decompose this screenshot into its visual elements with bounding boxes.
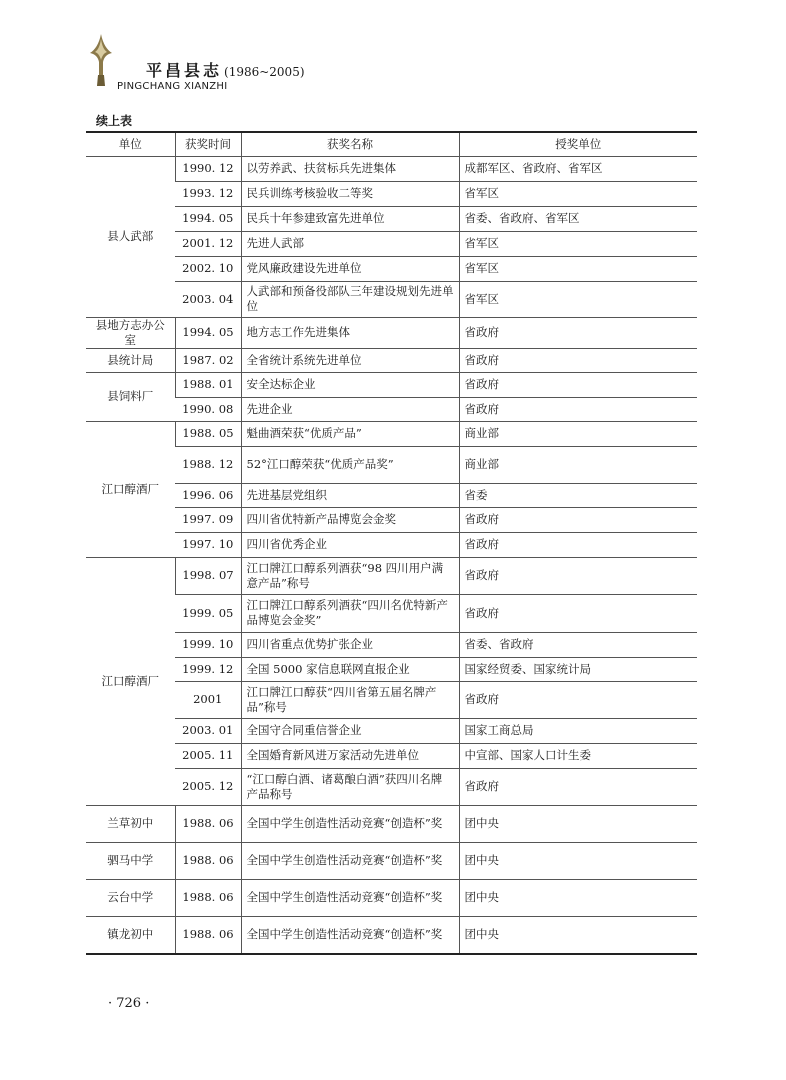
award-org-cell: 省委、省政府、省军区 <box>459 206 697 231</box>
award-name-cell: 四川省优秀企业 <box>241 532 459 557</box>
award-org-cell: 国家工商总局 <box>459 718 697 743</box>
table-row <box>86 507 697 532</box>
award-org-cell: 省军区 <box>459 181 697 206</box>
table-row <box>86 557 697 594</box>
award-name-cell: 全国守合同重信誉企业 <box>241 718 459 743</box>
award-date-cell: 1988. 06 <box>175 916 241 954</box>
award-unit-cell: 县统计局 <box>86 348 175 372</box>
award-date-cell: 1988. 06 <box>175 879 241 916</box>
table-row <box>86 397 697 421</box>
award-org-cell: 团中央 <box>459 916 697 954</box>
award-org-cell: 成都军区、省政府、省军区 <box>459 156 697 181</box>
award-org-cell: 省政府 <box>459 681 697 718</box>
table-row <box>86 317 697 348</box>
award-name-cell: 全国中学生创造性活动竞赛“创造杯”奖 <box>241 842 459 879</box>
award-name-cell: 先进基层党组织 <box>241 483 459 507</box>
award-date-cell: 1997. 09 <box>175 507 241 532</box>
awards-table <box>86 131 697 955</box>
award-date-cell: 1987. 02 <box>175 348 241 372</box>
table-row <box>86 231 697 256</box>
award-org-cell: 省政府 <box>459 372 697 397</box>
award-date-cell: 2002. 10 <box>175 256 241 281</box>
award-org-cell: 团中央 <box>459 879 697 916</box>
award-org-cell: 省政府 <box>459 768 697 805</box>
table-row <box>86 594 697 632</box>
table-row <box>86 421 697 446</box>
award-date-cell: 2003. 01 <box>175 718 241 743</box>
award-org-cell: 中宣部、国家人口计生委 <box>459 743 697 768</box>
book-title-pinyin: PINGCHANG XIANZHI <box>117 81 228 92</box>
table-row <box>86 743 697 768</box>
column-header-unit: 单位 <box>86 132 175 156</box>
award-org-cell: 省委、省政府 <box>459 632 697 657</box>
table-row <box>86 256 697 281</box>
award-name-cell: “江口醇白酒、诸葛酿白酒”获四川名牌产品称号 <box>241 768 459 805</box>
award-org-cell: 省政府 <box>459 532 697 557</box>
award-date-cell: 1988. 01 <box>175 372 241 397</box>
award-name-cell: 魁曲酒荣获“优质产品” <box>241 421 459 446</box>
award-date-cell: 1999. 12 <box>175 657 241 681</box>
table-row <box>86 657 697 681</box>
table-row <box>86 532 697 557</box>
column-header-award: 获奖名称 <box>241 132 459 156</box>
award-unit-cell: 镇龙初中 <box>86 916 175 954</box>
table-row <box>86 446 697 483</box>
award-name-cell: 全省统计系统先进单位 <box>241 348 459 372</box>
award-name-cell: 以劳养武、扶贫标兵先进集体 <box>241 156 459 181</box>
award-date-cell: 1988. 06 <box>175 842 241 879</box>
table-row <box>86 372 697 397</box>
column-header-date: 获奖时间 <box>175 132 241 156</box>
book-title-name: 平昌县志 <box>146 61 223 80</box>
table-row <box>86 181 697 206</box>
award-name-cell: 民兵十年参建致富先进单位 <box>241 206 459 231</box>
award-name-cell: 人武部和预备役部队三年建设规划先进单位 <box>241 281 459 317</box>
award-date-cell: 1988. 12 <box>175 446 241 483</box>
table-row <box>86 632 697 657</box>
award-name-cell: 全国中学生创造性活动竞赛“创造杯”奖 <box>241 916 459 954</box>
award-name-cell: 江口牌江口醇系列酒获“四川名优特新产品博览会金奖” <box>241 594 459 632</box>
table-row <box>86 916 697 954</box>
award-date-cell: 1996. 06 <box>175 483 241 507</box>
award-org-cell: 省军区 <box>459 281 697 317</box>
award-date-cell: 1993. 12 <box>175 181 241 206</box>
award-unit-cell: 江口醇酒厂 <box>86 557 175 805</box>
page-number: · 726 · <box>108 996 150 1011</box>
award-date-cell: 1999. 05 <box>175 594 241 632</box>
book-logo-icon <box>86 30 116 88</box>
award-name-cell: 全国中学生创造性活动竞赛“创造杯”奖 <box>241 805 459 842</box>
award-name-cell: 江口牌江口醇获“四川省第五届名牌产品”称号 <box>241 681 459 718</box>
award-org-cell: 团中央 <box>459 805 697 842</box>
award-org-cell: 省政府 <box>459 557 697 594</box>
award-date-cell: 2005. 12 <box>175 768 241 805</box>
award-name-cell: 52°江口醇荣获“优质产品奖” <box>241 446 459 483</box>
award-name-cell: 民兵训练考核验收二等奖 <box>241 181 459 206</box>
table-row <box>86 768 697 805</box>
award-name-cell: 四川省重点优势扩张企业 <box>241 632 459 657</box>
book-title-years: (1986~2005) <box>224 65 305 79</box>
table-row <box>86 348 697 372</box>
book-title <box>146 58 305 81</box>
award-org-cell: 团中央 <box>459 842 697 879</box>
award-date-cell: 1999. 10 <box>175 632 241 657</box>
award-date-cell: 1990. 08 <box>175 397 241 421</box>
award-name-cell: 全国婚育新风进万家活动先进单位 <box>241 743 459 768</box>
award-org-cell: 省军区 <box>459 256 697 281</box>
award-unit-cell: 县地方志办公室 <box>86 317 175 348</box>
award-org-cell: 省政府 <box>459 594 697 632</box>
table-row <box>86 879 697 916</box>
award-unit-cell: 云台中学 <box>86 879 175 916</box>
award-unit-cell: 县饲料厂 <box>86 372 175 421</box>
award-date-cell: 1997. 10 <box>175 532 241 557</box>
award-date-cell: 1998. 07 <box>175 557 241 594</box>
award-unit-cell: 县人武部 <box>86 156 175 317</box>
table-row <box>86 281 697 317</box>
award-name-cell: 全国 5000 家信息联网直报企业 <box>241 657 459 681</box>
award-name-cell: 江口牌江口醇系列酒获“98 四川用户满意产品”称号 <box>241 557 459 594</box>
award-org-cell: 省政府 <box>459 317 697 348</box>
award-date-cell: 2001. 12 <box>175 231 241 256</box>
award-date-cell: 1990. 12 <box>175 156 241 181</box>
award-name-cell: 党风廉政建设先进单位 <box>241 256 459 281</box>
award-org-cell: 省军区 <box>459 231 697 256</box>
award-date-cell: 1988. 06 <box>175 805 241 842</box>
award-name-cell: 四川省优特新产品博览会金奖 <box>241 507 459 532</box>
table-header-row <box>86 132 697 156</box>
table-row <box>86 805 697 842</box>
award-unit-cell: 驷马中学 <box>86 842 175 879</box>
award-date-cell: 2003. 04 <box>175 281 241 317</box>
award-date-cell: 2005. 11 <box>175 743 241 768</box>
award-unit-cell: 兰草初中 <box>86 805 175 842</box>
award-name-cell: 安全达标企业 <box>241 372 459 397</box>
table-row <box>86 842 697 879</box>
award-org-cell: 省政府 <box>459 348 697 372</box>
award-name-cell: 先进企业 <box>241 397 459 421</box>
column-header-org: 授奖单位 <box>459 132 697 156</box>
table-body <box>86 156 697 954</box>
award-date-cell: 1994. 05 <box>175 317 241 348</box>
table-row <box>86 681 697 718</box>
table-row <box>86 206 697 231</box>
award-date-cell: 1994. 05 <box>175 206 241 231</box>
continued-label: 续上表 <box>96 114 133 128</box>
award-date-cell: 1988. 05 <box>175 421 241 446</box>
table-row <box>86 718 697 743</box>
award-name-cell: 先进人武部 <box>241 231 459 256</box>
award-date-cell: 2001 <box>175 681 241 718</box>
award-name-cell: 地方志工作先进集体 <box>241 317 459 348</box>
award-org-cell: 国家经贸委、国家统计局 <box>459 657 697 681</box>
award-org-cell: 省政府 <box>459 507 697 532</box>
award-name-cell: 全国中学生创造性活动竞赛“创造杯”奖 <box>241 879 459 916</box>
table-row <box>86 483 697 507</box>
award-org-cell: 商业部 <box>459 421 697 446</box>
award-org-cell: 省委 <box>459 483 697 507</box>
table-row <box>86 156 697 181</box>
award-org-cell: 省政府 <box>459 397 697 421</box>
award-unit-cell: 江口醇酒厂 <box>86 421 175 557</box>
award-org-cell: 商业部 <box>459 446 697 483</box>
